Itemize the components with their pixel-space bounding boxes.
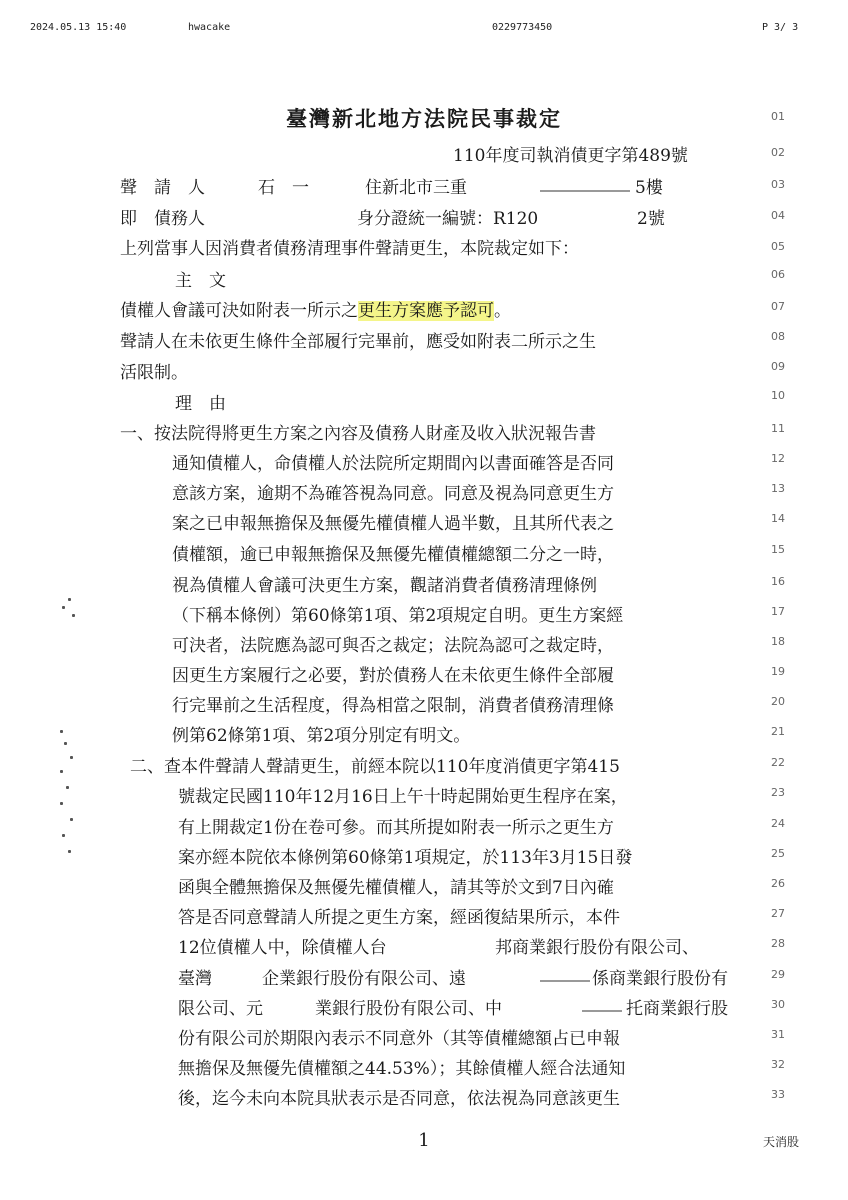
fax-header — [0, 18, 848, 38]
reason-line: 二、查本件聲請人聲請更生，前經本院以110年度消債更字第415 — [130, 757, 620, 777]
reason-line: 因更生方案履行之必要，對於債務人在未依更生條件全部履 — [172, 666, 614, 686]
redaction-mark — [540, 190, 630, 192]
reason-line: 債權額，逾已申報無擔保及無優先權債權總額二分之一時， — [172, 545, 614, 565]
reason-heading: 理 由 — [175, 394, 226, 414]
line-number: 23 — [771, 786, 785, 799]
redaction-mark — [540, 980, 590, 982]
reason-line-fragment: 企業銀行股份有限公司、遠 — [262, 969, 466, 989]
line-number: 26 — [771, 877, 785, 890]
party-label-applicant: 聲 請 人 — [120, 178, 205, 198]
line-number: 02 — [771, 146, 785, 159]
fax-page-indicator: P 3/ 3 — [762, 22, 799, 33]
line-number: 33 — [771, 1088, 785, 1101]
line-number: 11 — [771, 422, 785, 435]
main-text-line-2: 聲請人在未依更生條件全部履行完畢前，應受如附表二所示之生 — [120, 332, 596, 352]
reason-line: 無擔保及無優先債權額之44.53%）；其餘債權人經合法通知 — [178, 1059, 626, 1079]
line-number: 01 — [771, 110, 785, 123]
main-text-1a: 債權人會議可決如附表一所示之 — [120, 301, 358, 321]
reason-line: 例第62條第1項、第2項分別定有明文。 — [172, 726, 471, 746]
page-number: 1 — [418, 1130, 430, 1151]
division-stamp: 天消股 — [763, 1135, 800, 1149]
main-text-line-3: 活限制。 — [120, 363, 188, 383]
line-number: 29 — [771, 968, 785, 981]
line-number: 04 — [771, 209, 785, 222]
main-text-1b: 。 — [494, 301, 511, 321]
reason-line: 一、按法院得將更生方案之內容及債務人財產及收入狀況報告書 — [120, 424, 596, 444]
highlighted-ruling: 更生方案應予認可 — [358, 301, 494, 321]
reason-line: 行完畢前之生活程度，得為相當之限制，消費者債務清理條 — [172, 696, 614, 716]
reason-line-fragment: 係商業銀行股份有 — [592, 969, 728, 989]
document-title: 臺灣新北地方法院民事裁定 — [286, 106, 562, 131]
party-name-applicant: 石 一 — [258, 178, 309, 198]
party-address: 住新北市三重 — [365, 178, 467, 198]
line-number: 19 — [771, 665, 785, 678]
case-number: 110年度司執消債更字第489號 — [453, 146, 688, 166]
reason-line: 臺灣 — [178, 969, 212, 989]
reason-line: 後，迄今未向本院具狀表示是否同意，依法視為同意該更生 — [178, 1089, 620, 1109]
line-number: 15 — [771, 543, 785, 556]
reason-line: 案亦經本院依本條例第60條第1項規定，於113年3月15日發 — [178, 848, 633, 868]
line-number: 08 — [771, 330, 785, 343]
line-number: 14 — [771, 512, 785, 525]
reason-line-fragment: 業銀行股份有限公司、中 — [315, 999, 502, 1019]
reason-line: 12位債權人中，除債權人台 — [178, 938, 387, 958]
fax-sender: hwacake — [188, 22, 231, 33]
party-id-number: 身分證統一編號：R120 — [357, 209, 539, 229]
line-number: 05 — [771, 240, 785, 253]
reason-line: 限公司、元 — [178, 999, 263, 1019]
party-id-number-end: 2號 — [637, 209, 665, 229]
reason-line: （下稱本條例）第60條第1項、第2項規定自明。更生方案經 — [172, 606, 624, 626]
line-number: 18 — [771, 635, 785, 648]
reason-line: 案之已申報無擔保及無優先權債權人過半數，且其所代表之 — [172, 514, 614, 534]
line-number: 06 — [771, 268, 785, 281]
reason-line: 有上開裁定1份在卷可參。而其所提如附表一所示之更生方 — [178, 818, 614, 838]
ruling-intro: 上列當事人因消費者債務清理事件聲請更生，本院裁定如下： — [120, 239, 579, 259]
line-number: 30 — [771, 998, 785, 1011]
reason-line: 視為債權人會議可決更生方案，觀諸消費者債務清理條例 — [172, 576, 597, 596]
line-number: 32 — [771, 1058, 785, 1071]
main-heading: 主 文 — [175, 271, 226, 291]
reason-line: 份有限公司於期限內表示不同意外（其等債權總額占已申報 — [178, 1029, 620, 1049]
reason-line: 函與全體無擔保及無優先權債權人，請其等於文到7日內確 — [178, 878, 614, 898]
reason-line: 通知債權人，命債權人於法院所定期間內以書面確答是否同 — [172, 454, 614, 474]
reason-line: 答是否同意聲請人所提之更生方案，經函復結果所示，本件 — [178, 908, 620, 928]
reason-line: 號裁定民國110年12月16日上午十時起開始更生程序在案， — [178, 787, 628, 807]
line-number: 13 — [771, 482, 785, 495]
line-number: 16 — [771, 575, 785, 588]
reason-line-fragment: 托商業銀行股 — [626, 999, 728, 1019]
line-number: 17 — [771, 605, 785, 618]
reason-line: 意該方案，逾期不為確答視為同意。同意及視為同意更生方 — [172, 484, 614, 504]
line-number: 12 — [771, 452, 785, 465]
line-number: 03 — [771, 178, 785, 191]
line-number: 07 — [771, 300, 785, 313]
line-number: 28 — [771, 937, 785, 950]
redaction-mark — [582, 1010, 622, 1012]
line-number: 21 — [771, 725, 785, 738]
line-number: 31 — [771, 1028, 785, 1041]
line-number: 10 — [771, 389, 785, 402]
fax-number: 0229773450 — [492, 22, 553, 33]
reason-line-fragment: 邦商業銀行股份有限公司、 — [495, 938, 699, 958]
main-text-line-1 — [120, 300, 511, 322]
line-number: 20 — [771, 695, 785, 708]
line-number: 24 — [771, 817, 785, 830]
party-address-floor: 5樓 — [635, 178, 663, 198]
line-number: 27 — [771, 907, 785, 920]
party-label-debtor: 即 債務人 — [120, 209, 205, 229]
reason-line: 可決者，法院應為認可與否之裁定；法院為認可之裁定時， — [172, 636, 614, 656]
fax-datetime: 2024.05.13 15:40 — [30, 22, 127, 33]
line-number: 22 — [771, 756, 785, 769]
line-number: 09 — [771, 360, 785, 373]
line-number: 25 — [771, 847, 785, 860]
